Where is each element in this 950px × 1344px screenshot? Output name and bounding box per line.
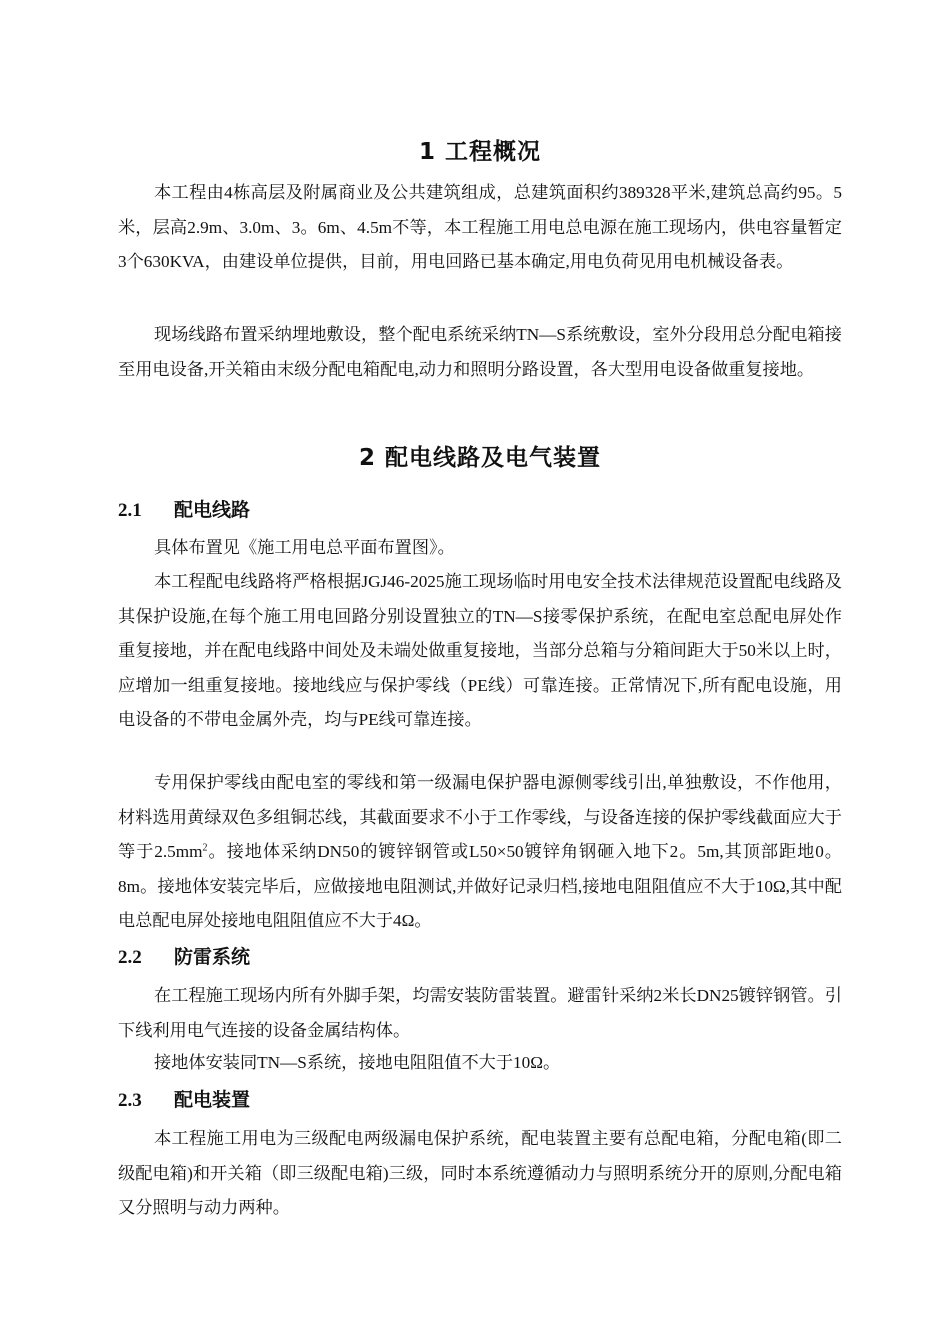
subsection-title: 防雷系统 — [174, 946, 251, 968]
superscript-2: 2 — [202, 842, 208, 854]
subsection-2-1-paragraph-3 — [118, 766, 842, 939]
subsection-2-1-paragraph-2: 本工程配电线路将严格根据JGJ46-2025施工现场临时用电安全技术法律规范设置配电线路及其保护设施,在每个施工用电回路分别设置独立的TN—S接零保护系统，在配电室总配电屏处作重复接地，并在配电线路中间处及未端处做重复接地，当部分总箱与分箱间距大于50米以上时，应增加一组重复接地。接地线应与保护零线（PE线）可靠连接。正常情况下,所有配电设施，用电设备的不带电金属外壳，均与PE线可靠连接。 — [118, 572, 842, 729]
subsection-2-3-paragraph-1: 本工程施工用电为三级配电两级漏电保护系统，配电装置主要有总配电箱，分配电箱(即二级配电箱)和开关箱（即三级配电箱)三级，同时本系统遵循动力与照明系统分开的原则,分配电箱又分照明与动力两种。 — [118, 1129, 842, 1217]
section-2-heading: 2 配电线路及电气装置 — [358, 445, 601, 471]
subsection-title: 配电线路 — [174, 499, 251, 521]
section-1-paragraph-1: 本工程由4栋高层及附属商业及公共建筑组成，总建筑面积约389328平米,建筑总高约95。5米，层高2.9m、3.0m、3。6m、4.5m不等，本工程施工用电总电源在施工现场内，供电容量暂定3个630KVA，由建设单位提供，目前，用电回路已基本确定,用电负荷见用电机械设备表。 — [118, 183, 842, 271]
subsection-2-3-heading — [118, 1084, 842, 1116]
subsection-2-2-paragraph-1: 在工程施工现场内所有外脚手架，均需安装防雷装置。避雷针采纳2米长DN25镀锌钢管。引下线利用电气连接的设备金属结构体。 — [118, 986, 842, 1040]
section-1-paragraph-2: 现场线路布置采纳埋地敷设，整个配电系统采纳TN—S系统敷设，室外分段用总分配电箱接至用电设备,开关箱由末级分配电箱配电,动力和照明分路设置，各大型用电设备做重复接地。 — [118, 325, 842, 379]
subsection-number: 2.3 — [118, 1090, 142, 1111]
subsection-2-2-paragraph-2: 接地体安装同TN—S系统，接地电阻阻值不大于10Ω。 — [154, 1053, 561, 1072]
paragraph-text-part-1: 专用保护零线由配电室的零线和第一级漏电保护器电源侧零线引出,单独敷设，不作他用，材料选用黄绿双色多组铜芯线，其截面要求不小于工作零线，与设备连接的保护零线截面应大于等于2.5mm — [118, 773, 842, 861]
subsection-number: 2.2 — [118, 947, 142, 968]
section-1-heading: 1 工程概况 — [418, 139, 541, 165]
subsection-2-1-paragraph-1: 具体布置见《施工用电总平面布置图》。 — [154, 538, 455, 557]
subsection-2-1-heading — [118, 494, 842, 526]
paragraph-text-part-2: 。接地体采纳DN50的镀锌钢管或L50×50镀锌角钢砸入地下2。5m,其顶部距地0。8m。接地体安装完毕后，应做接地电阻测试,并做好记录归档,接地电阻阻值应不大于10Ω,其中配电总配电屏处接地电阻阻值应不大于4Ω。 — [118, 842, 842, 930]
subsection-title: 配电装置 — [174, 1089, 251, 1111]
subsection-number: 2.1 — [118, 500, 142, 521]
subsection-2-2-heading — [118, 941, 842, 973]
